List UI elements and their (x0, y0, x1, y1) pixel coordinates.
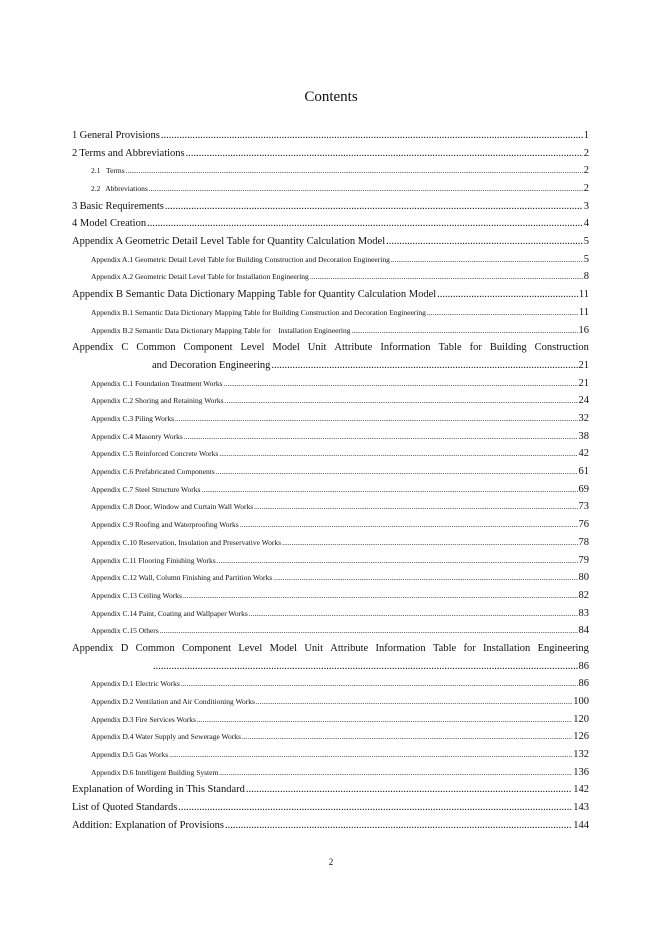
toc-entry[interactable] (72, 304, 589, 322)
dot-leader (219, 445, 577, 463)
toc-entry[interactable] (72, 516, 589, 534)
word: Appendix (72, 642, 114, 654)
toc-label: Appendix B.1 Semantic Data Dictionary Mapping Table for Building Construction and Decoration Engineering (91, 307, 426, 317)
dot-leader (240, 516, 578, 534)
toc-page: 69 (578, 483, 589, 495)
toc-entry[interactable] (72, 463, 589, 481)
toc-label: Appendix C.10 Reservation, Insulation and Preservative Works (91, 537, 282, 547)
toc-entry[interactable] (72, 410, 589, 428)
toc-entry[interactable] (72, 640, 589, 675)
toc-label: Appendix C.1 Foundation Treatment Works (91, 378, 223, 388)
toc-entry[interactable] (72, 622, 589, 640)
toc-entry[interactable] (72, 445, 589, 463)
dot-leader (216, 463, 578, 481)
dot-leader (178, 799, 572, 817)
toc-label: Appendix A Geometric Detail Level Table for Quantity Calculation Model (72, 236, 386, 248)
word: D (120, 642, 129, 654)
dot-leader (181, 675, 578, 693)
page-number: 2 (328, 857, 334, 867)
toc-label: Appendix D.4 Water Supply and Sewerage Works (91, 732, 241, 742)
word: Table (438, 342, 462, 354)
dot-leader (427, 304, 578, 322)
toc-page: 79 (578, 554, 589, 566)
toc-page: 3 (583, 200, 589, 212)
toc-page: 132 (573, 749, 589, 761)
dot-leader (254, 498, 577, 516)
word: Unit (304, 642, 323, 654)
dot-leader (246, 781, 572, 799)
toc-page: 4 (583, 218, 589, 230)
toc-label: Terms (106, 166, 125, 176)
toc-number: 2.2 (91, 184, 101, 194)
toc-label: Appendix C.15 Others (91, 626, 159, 636)
dot-leader (242, 728, 572, 746)
toc-page: 38 (578, 430, 589, 442)
dot-leader (201, 481, 577, 499)
dot-leader (225, 392, 578, 410)
dot-leader (147, 215, 583, 233)
dot-leader (273, 569, 577, 587)
toc-entry[interactable] (72, 569, 589, 587)
word: Building (489, 342, 527, 354)
toc-entry[interactable] (72, 817, 589, 835)
dot-leader (153, 658, 578, 676)
toc-label: Appendix D.5 Gas Works (91, 750, 169, 760)
toc-label: Basic Requirements (79, 200, 164, 212)
toc-label: Appendix A.1 Geometric Detail Level Table for Building Construction and Decoration Engineering (91, 254, 390, 264)
toc-label: Appendix C.2 Shoring and Retaining Works (91, 396, 224, 406)
dot-leader (391, 251, 583, 269)
dot-leader (271, 357, 577, 375)
toc-page: 2 (583, 165, 589, 177)
word: Level (238, 642, 263, 654)
word: Table (433, 642, 457, 654)
toc-page: 21 (578, 377, 589, 389)
toc-label: Appendix D.6 Intelligent Building System (91, 767, 219, 777)
toc-label: Appendix C.6 Prefabricated Components (91, 467, 215, 477)
toc-entry[interactable] (72, 162, 589, 180)
toc-entry[interactable] (72, 587, 589, 605)
toc-entry[interactable] (72, 198, 589, 216)
dot-leader (225, 817, 572, 835)
toc-entry[interactable] (72, 215, 589, 233)
toc-entry[interactable] (72, 675, 589, 693)
dot-leader (165, 198, 583, 216)
toc-entry[interactable] (72, 322, 589, 340)
toc-label: Appendix C.4 Masonry Works (91, 431, 183, 441)
toc-entry[interactable] (72, 180, 589, 198)
toc-label-line1 (72, 339, 589, 357)
word: Construction (534, 342, 589, 354)
toc-label: General Provisions (79, 129, 160, 141)
toc-label: Appendix D.2 Ventilation and Air Conditioning Works (91, 697, 255, 707)
toc-label: Appendix B Semantic Data Dictionary Mapping Table for Quantity Calculation Model (72, 289, 437, 301)
dot-leader (282, 534, 577, 552)
dot-leader (186, 145, 583, 163)
toc-number: 2.1 (91, 166, 101, 176)
toc-label: Appendix C.3 Piling Works (91, 414, 175, 424)
toc-page: 83 (578, 607, 589, 619)
toc-entry[interactable] (72, 534, 589, 552)
table-of-contents (72, 127, 589, 835)
toc-page: 11 (578, 289, 589, 301)
toc-label: Model Creation (79, 218, 147, 230)
dot-leader (197, 711, 572, 729)
word: Component (182, 642, 232, 654)
word: Level (240, 342, 265, 354)
dot-leader (161, 127, 583, 145)
toc-label: Appendix C.7 Steel Structure Works (91, 484, 201, 494)
toc-page: 5 (583, 236, 589, 248)
toc-entry[interactable] (72, 375, 589, 393)
toc-page: 84 (578, 625, 589, 637)
word: Engineering (537, 642, 589, 654)
word: Installation (483, 642, 531, 654)
toc-page: 143 (573, 802, 589, 814)
toc-page: 76 (578, 519, 589, 531)
toc-label: Appendix C.14 Paint, Coating and Wallpaper Works (91, 608, 248, 618)
word: Common (136, 342, 176, 354)
toc-page: 78 (578, 536, 589, 548)
word: Attribute (334, 342, 373, 354)
toc-page: 21 (578, 359, 589, 371)
toc-label-line1 (72, 640, 589, 658)
dot-leader (183, 587, 578, 605)
dot-leader (175, 410, 577, 428)
toc-label: Addition: Explanation of Provisions (72, 819, 224, 831)
word: Model (272, 342, 300, 354)
toc-entry[interactable] (72, 782, 589, 800)
dot-leader (184, 428, 578, 446)
word: Model (269, 642, 297, 654)
word: Information (380, 342, 431, 354)
toc-label: Abbreviations (105, 184, 148, 194)
dot-leader (149, 180, 583, 198)
dot-leader (169, 746, 572, 764)
toc-page: 42 (578, 448, 589, 460)
toc-entry[interactable] (72, 127, 589, 145)
word: Unit (307, 342, 327, 354)
word: for (463, 642, 476, 654)
dot-leader (126, 162, 583, 180)
toc-number: 3 (72, 200, 78, 212)
toc-entry[interactable] (72, 481, 589, 499)
word: Common (135, 642, 175, 654)
dot-leader (386, 233, 583, 251)
word: for (469, 342, 482, 354)
toc-entry[interactable] (72, 711, 589, 729)
toc-entry[interactable] (72, 392, 589, 410)
toc-page: 86 (578, 678, 589, 690)
toc-entry[interactable] (72, 728, 589, 746)
toc-label: Appendix D.3 Fire Services Works (91, 714, 196, 724)
toc-page: 8 (583, 271, 589, 283)
toc-number: 4 (72, 218, 78, 230)
toc-page: 142 (573, 784, 589, 796)
word: C (121, 342, 129, 354)
toc-entry[interactable] (72, 498, 589, 516)
toc-entry[interactable] (72, 286, 589, 304)
toc-entry[interactable] (72, 233, 589, 251)
word: Component (183, 342, 233, 354)
word: Appendix (72, 342, 114, 354)
toc-page: 61 (578, 466, 589, 478)
toc-page: 136 (573, 766, 589, 778)
toc-page: 80 (578, 572, 589, 584)
toc-entry[interactable] (72, 764, 589, 782)
dot-leader (224, 375, 578, 393)
toc-entry[interactable] (72, 799, 589, 817)
toc-label: Appendix C.5 Reinforced Concrete Works (91, 449, 219, 459)
toc-label: Appendix C.12 Wall, Column Finishing and Partition Works (91, 573, 273, 583)
toc-label: List of Quoted Standards (72, 802, 178, 814)
toc-label: Appendix D.1 Electric Works (91, 679, 180, 689)
toc-page: 100 (573, 696, 589, 708)
toc-number: 2 (72, 147, 78, 159)
dot-leader (219, 764, 572, 782)
dot-leader (160, 622, 578, 640)
toc-entry[interactable] (72, 251, 589, 269)
toc-page: 82 (578, 589, 589, 601)
dot-leader (437, 286, 578, 304)
toc-page: 32 (578, 413, 589, 425)
toc-label: Appendix C.13 Ceiling Works (91, 590, 182, 600)
toc-entry[interactable] (72, 605, 589, 623)
toc-label: Appendix C.9 Roofing and Waterproofing Works (91, 520, 239, 530)
dot-leader (217, 552, 578, 570)
toc-label: Appendix A.2 Geometric Detail Level Table for Installation Engineering (91, 272, 309, 282)
toc-label: Appendix B.2 Semantic Data Dictionary Mapping Table for Installation Engineering (91, 325, 351, 335)
page-title: Contents (304, 89, 358, 105)
toc-number: 1 (72, 129, 78, 141)
toc-label: Terms and Abbreviations (79, 147, 185, 159)
toc-page: 5 (583, 253, 589, 265)
toc-page: 86 (578, 660, 589, 672)
toc-entry[interactable] (72, 746, 589, 764)
toc-entry[interactable] (72, 693, 589, 711)
toc-label-line2: and Decoration Engineering (152, 359, 271, 371)
toc-label: Appendix C.11 Flooring Finishing Works (91, 555, 216, 565)
toc-page: 2 (583, 183, 589, 195)
dot-leader (256, 693, 572, 711)
dot-leader (310, 268, 583, 286)
toc-entry[interactable] (72, 428, 589, 446)
word: Information (375, 642, 426, 654)
toc-label: Explanation of Wording in This Standard (72, 784, 245, 796)
toc-page: 2 (583, 147, 589, 159)
dot-leader (351, 322, 577, 340)
toc-entry[interactable] (72, 145, 589, 163)
toc-page: 126 (573, 731, 589, 743)
word: Attribute (330, 642, 369, 654)
toc-page: 120 (573, 713, 589, 725)
toc-entry[interactable] (72, 339, 589, 374)
dot-leader (249, 605, 578, 623)
toc-page: 24 (578, 395, 589, 407)
toc-page: 144 (573, 819, 589, 831)
toc-entry[interactable] (72, 552, 589, 570)
toc-entry[interactable] (72, 269, 589, 287)
toc-page: 73 (578, 501, 589, 513)
toc-page: 16 (578, 324, 589, 336)
toc-page: 11 (578, 306, 589, 318)
toc-label: Appendix C.8 Door, Window and Curtain Wall Works (91, 502, 254, 512)
toc-page: 1 (583, 129, 589, 141)
